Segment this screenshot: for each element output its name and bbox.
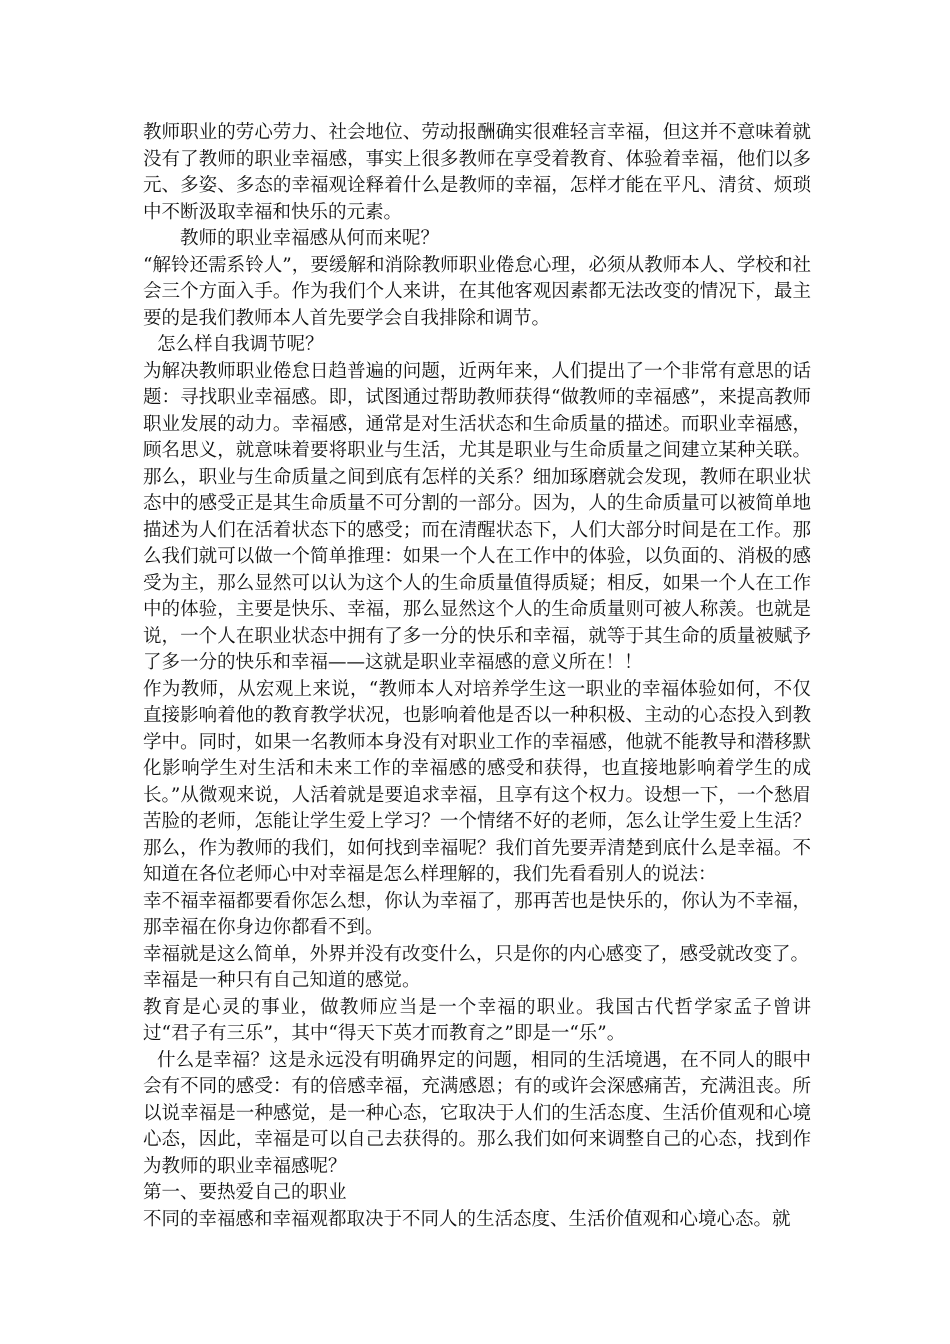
section-heading-love-profession: 第一、要热爱自己的职业	[143, 1182, 347, 1203]
question-source: 教师的职业幸福感从何而来呢？	[180, 228, 440, 249]
document-body	[143, 120, 811, 1233]
quote-happiness-1: 幸不福幸福都要看你怎么想，你认为幸福了，那再苦也是快乐的，你认为不幸福，那幸福在你身边你都看不到。	[143, 890, 811, 938]
paragraph-remedy: “解铃还需系铃人”，要缓解和消除教师职业倦怠心理，必须从教师本人、学校和社会三个方面入手。作为我们个人来讲，在其他客观因素都无法改变的情况下，最主要的是我们教师本人首先要学会自我排除和调节。	[143, 254, 811, 329]
quote-happiness-2: 幸福就是这么简单，外界并没有改变什么，只是你的内心感变了，感受就改变了。	[143, 943, 810, 965]
question-self-adjust: 怎么样自我调节呢？	[157, 334, 324, 355]
paragraph-as-teacher: 作为教师，从宏观上来说，“教师本人对培养学生这一职业的幸福体验如何，不仅直接影响着他的教育教学状况，也影响着他是否以一种积极、主动的心态投入到教学中。同时，如果一名教师本身没有对职业工作的幸福感，他就不能教导和潜移默化影响学生对生活和未来工作的幸福感的感受和获得，也直接地影响着学生的成长。”从微观来说，人活着就是要追求幸福，且享有这个权力。设想一下，一个愁眉苦脸的老师，怎能让学生爱上学习？一个情绪不好的老师，怎么让学生爱上生活？那么，作为教师的我们，如何找到幸福呢？我们首先要弄清楚到底什么是幸福。不知道在各位老师心中对幸福是怎么样理解的，我们先看看别人的说法：	[143, 678, 811, 885]
paragraph-intro: 教师职业的劳心劳力、社会地位、劳动报酬确实很难轻言幸福，但这并不意味着就没有了教师的职业幸福感，事实上很多教师在享受着教育、体验着幸福，他们以多元、多姿、多态的幸福观诠释着什么是教师的幸福，怎样才能在平凡、清贫、烦琐中不断汲取幸福和快乐的元素。	[143, 122, 811, 223]
paragraph-mencius: 教育是心灵的事业，做教师应当是一个幸福的职业。我国古代哲学家孟子曾讲过“君子有三乐”，其中“得天下英才而教育之”即是一“乐”。	[143, 996, 811, 1044]
paragraph-career-happiness: 为解决教师职业倦怠日趋普遍的问题，近两年来，人们提出了一个非常有意思的话题：寻找职业幸福感。即，试图通过帮助教师获得“做教师的幸福感”，来提高教师职业发展的动力。幸福感，通常是对生活状态和生命质量的描述。而职业幸福感，顾名思义，就意味着要将职业与生活，尤其是职业与生命质量之间建立某种关联。那么，职业与生命质量之间到底有怎样的关系？细加琢磨就会发现，教师在职业状态中的感受正是其生命质量不可分割的一部分。因为，人的生命质量可以被简单地描述为人们在活着状态下的感受；而在清醒状态下，人们大部分时间是在工作。那么我们就可以做一个简单推理：如果一个人在工作中的体验，以负面的、消极的感受为主，那么显然可以认为这个人的生命质量值得质疑；相反，如果一个人在工作中的体验，主要是快乐、幸福，那么显然这个人的生命质量则可被人称羡。也就是说，一个人在职业状态中拥有了多一分的快乐和幸福，就等于其生命的质量被赋予了多一分的快乐和幸福——这就是职业幸福感的意义所在！！	[143, 360, 811, 673]
quote-happiness-3: 幸福是一种只有自己知道的感觉。	[143, 970, 421, 991]
paragraph-what-is-happiness: 什么是幸福？这是永远没有明确界定的问题，相同的生活境遇，在不同人的眼中会有不同的感受：有的倍感幸福，充满感恩；有的或许会深感痛苦，充满沮丧。所以说幸福是一种感觉，是一种心态，它取决于人们的生活态度、生活价值观和心境心态，因此，幸福是可以自己去获得的。那么我们如何来调整自己的心态，找到作为教师的职业幸福感呢？	[143, 1049, 811, 1177]
paragraph-love-profession: 不同的幸福感和幸福观都取决于不同人的生活态度、生活价值观和心境心态。就	[143, 1208, 791, 1230]
